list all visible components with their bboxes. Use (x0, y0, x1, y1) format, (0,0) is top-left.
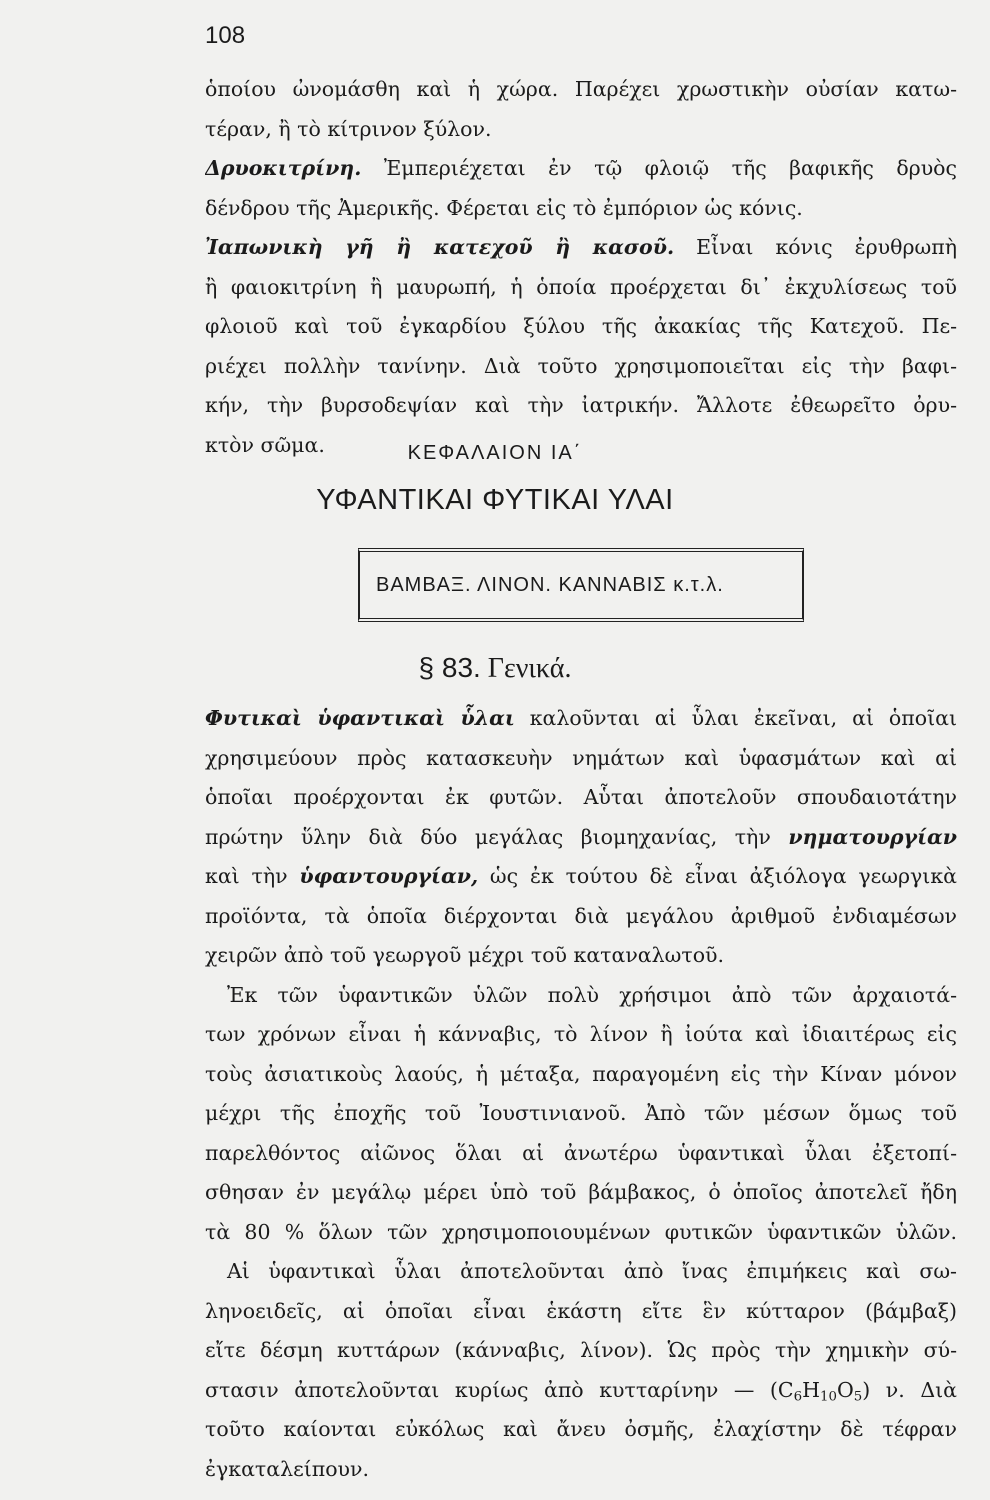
text-span: πρώτην ὕλην διὰ δύο μεγάλας βιομηχανίας, τὴν (205, 824, 789, 849)
text-line: τοῦτο καίονται εὐκόλως καὶ ἄνευ ὀσμῆς, ἐλαχίστην δὲ τέφραν (205, 1417, 957, 1441)
text-line: ἐγκαταλείπουν. (205, 1456, 369, 1481)
entry-term: Δρυοκιτρίνη. (205, 156, 362, 180)
para-term: νηματουργίαν (788, 824, 957, 849)
subscript: 10 (819, 1388, 837, 1404)
text-line: ριέχει πολλὴν τανίνην. Διὰ τοῦτο χρησιμοποιεῖται εἰς τὴν βαφι- (205, 353, 957, 378)
section-number: § 83. (418, 652, 481, 683)
text-line (205, 818, 957, 858)
text-line: σθησαν ἐν μεγάλῳ μέρει ὑπὸ τοῦ βάμβακος, ὁ ὁποῖος ἀποτελεῖ ἤδη (205, 1180, 957, 1204)
text-line: τέραν, ἢ τὸ κίτρινον ξύλον. (205, 116, 492, 141)
body-text-block (205, 699, 957, 1489)
subscript: 5 (853, 1388, 863, 1404)
text-span: H (802, 1377, 820, 1402)
text-line (205, 857, 957, 897)
subscript: 6 (793, 1388, 803, 1404)
para1-first-line (205, 699, 957, 739)
formula-line (205, 1371, 957, 1411)
text-span: καὶ τὴν (205, 864, 300, 888)
text-line: χρησιμεύουν πρὸς κατασκευὴν νημάτων καὶ ὑφασμάτων καὶ αἱ (205, 745, 957, 770)
text-line: προϊόντα, τὰ ὁποῖα διέρχονται διὰ μεγάλου ἀριθμοῦ ἐνδιαμέσων (205, 903, 957, 928)
section-heading (0, 652, 990, 685)
topic-box-label: ΒΑΜΒΑΞ. ΛΙΝΟΝ. ΚΑΝΝΑΒΙΣ κ.τ.λ. (376, 574, 724, 596)
para-term: ὑφαντουργίαν, (299, 864, 479, 888)
entry-oak-line (205, 149, 957, 189)
text-line: παρελθόντος αἰῶνος ὅλαι αἱ ἀνωτέρω ὑφαντικαὶ ὗλαι ἐξετοπί- (205, 1140, 957, 1165)
text-line: ὁποίου ὠνομάσθη καὶ ἡ χώρα. Παρέχει χρωστικὴν οὐσίαν κατω- (205, 77, 957, 101)
entry-term: Ἰαπωνικὴ γῆ ἢ κατεχοῦ ἢ κασοῦ. (205, 235, 675, 259)
text-line: χειρῶν ἀπὸ τοῦ γεωργοῦ μέχρι τοῦ καταναλωτοῦ. (205, 943, 725, 967)
chapter-title: ΥΦΑΝΤΙΚΑΙ ΦΥΤΙΚΑΙ ΥΛΑΙ (316, 484, 674, 516)
text-line: τὰ 80 % ὅλων τῶν χρησιμοποιουμένων φυτικῶν ὑφαντικῶν ὑλῶν. (205, 1219, 957, 1244)
para-term: Φυτικαὶ ὑφαντικαὶ ὗλαι (205, 706, 515, 730)
section-title: Γενικά. (487, 653, 572, 684)
text-span: ὡς ἐκ τούτου δὲ εἶναι ἀξιόλογα γεωργικὰ (478, 864, 957, 888)
chapter-label: ΚΕΦΑΛΑΙΟΝ ΙΑ΄ (407, 442, 583, 464)
text-span: ) ν. Διὰ (862, 1377, 957, 1402)
text-line: κήν, τὴν βυρσοδεψίαν καὶ τὴν ἰατρικήν. Ἄλλοτε ἐθεωρεῖτο ὀρυ- (205, 393, 957, 417)
text-line: των χρόνων εἶναι ἡ κάνναβις, τὸ λίνον ἢ ἰούτα καὶ ἰδιαιτέρως εἰς (205, 1022, 957, 1046)
entry-catechu-line (205, 228, 957, 268)
text-span: Εἶναι κόνις ἐρυθρωπὴ (674, 235, 957, 259)
para3-first-line: Αἱ ὑφαντικαὶ ὗλαι ἀποτελοῦνται ἀπὸ ἴνας ἐπιμήκεις καὶ σω- (227, 1259, 957, 1283)
text-line: κτὸν σῶμα. (205, 432, 325, 457)
text-line: δένδρου τῆς Ἀμερικῆς. Φέρεται εἰς τὸ ἐμπόριον ὡς κόνις. (205, 195, 803, 220)
topic-box (358, 548, 804, 622)
text-line: εἴτε δέσμη κυττάρων (κάνναβις, λίνον). Ὡς πρὸς τὴν χημικὴν σύ- (205, 1338, 957, 1362)
text-line: φλοιοῦ καὶ τοῦ ἐγκαρδίου ξύλου τῆς ἀκακίας τῆς Κατεχοῦ. Πε- (205, 314, 957, 338)
text-line: ἢ φαιοκιτρίνη ἢ μαυρωπή, ἡ ὁποία προέρχεται δι᾽ ἐκχυλίσεως τοῦ (205, 274, 957, 299)
text-line: ληνοειδεῖς, αἱ ὁποῖαι εἶναι ἑκάστη εἴτε ἓν κύτταρον (βάμβαξ) (205, 1298, 957, 1323)
text-line: τοὺς ἀσιατικοὺς λαούς, ἡ μέταξα, παραγομένη εἰς τὴν Κίναν μόνον (205, 1061, 957, 1086)
text-line: ὁποῖαι προέρχονται ἐκ φυτῶν. Αὗται ἀποτελοῦν σπουδαιοτάτην (205, 785, 957, 809)
text-span: καλοῦνται αἱ ὗλαι ἐκεῖναι, αἱ ὁποῖαι (514, 706, 957, 730)
text-span: στασιν ἀποτελοῦνται κυρίως ἀπὸ κυτταρίνην — (C (205, 1377, 794, 1402)
text-span: O (836, 1377, 854, 1402)
para2-first-line: Ἐκ τῶν ὑφαντικῶν ὑλῶν πολὺ χρήσιμοι ἀπὸ τῶν ἀρχαιοτά- (227, 982, 957, 1007)
top-text-block (205, 70, 957, 465)
text-line: μέχρι τῆς ἐποχῆς τοῦ Ἰουστινιανοῦ. Ἀπὸ τῶν μέσων ὅμως τοῦ (205, 1101, 957, 1125)
text-span: Ἐμπεριέχεται ἐν τῷ φλοιῷ τῆς βαφικῆς δρυὸς (361, 156, 957, 180)
page-number: 108 (205, 22, 246, 49)
